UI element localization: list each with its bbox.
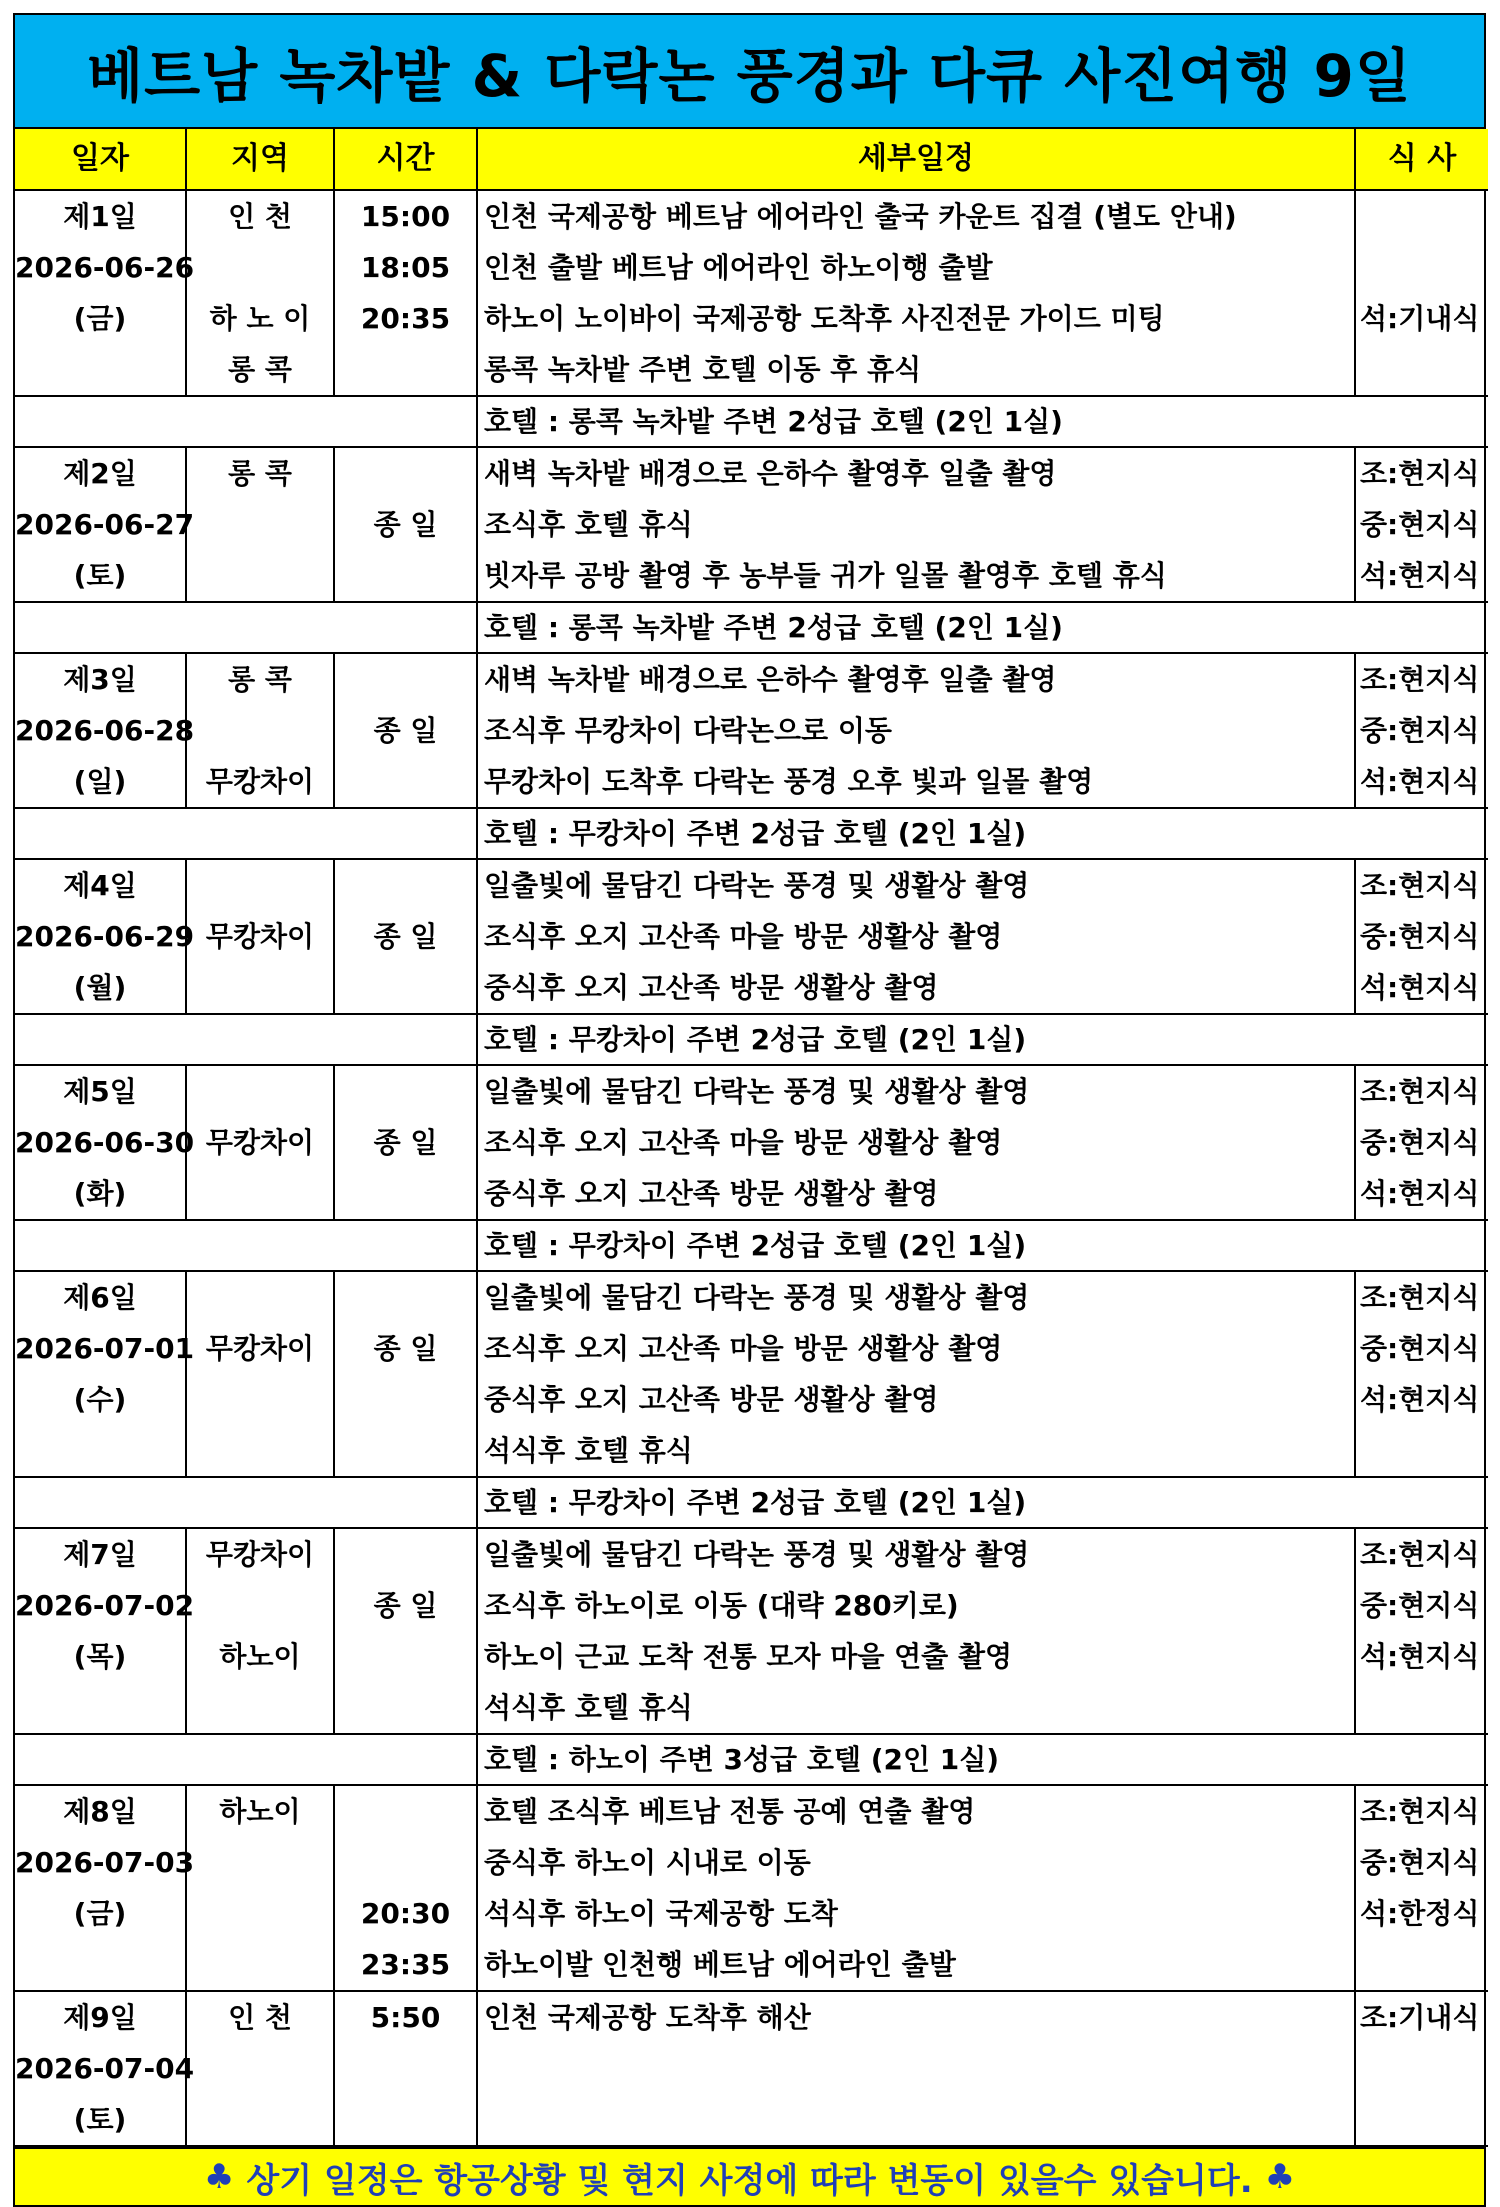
region-line: 롱 콕	[228, 353, 292, 386]
time-line: 18:05	[360, 251, 451, 284]
cell-region	[186, 1528, 334, 1734]
cell-time	[334, 1785, 477, 1991]
cell-detail	[477, 1065, 1355, 1220]
meal-line: 석:한정식	[1360, 1897, 1480, 1930]
meal-line: 석:현지식	[1360, 1640, 1480, 1673]
time-line	[335, 2094, 476, 2145]
time-line	[335, 962, 476, 1013]
day-line: (토)	[73, 559, 127, 592]
cell-region	[186, 447, 334, 602]
meal-line	[1360, 242, 1488, 293]
cell-detail	[477, 859, 1355, 1014]
day-row	[15, 1528, 1488, 1734]
cell-region	[186, 1991, 334, 2146]
region-line	[187, 1425, 333, 1476]
meal-line: 조:현지식	[1360, 869, 1480, 902]
meal-line: 조:현지식	[1360, 1538, 1480, 1571]
day-line: 2026-06-30	[15, 1126, 195, 1159]
day-line: 제9일	[63, 2001, 137, 2034]
region-line: 인 천	[228, 2001, 292, 2034]
page-title: 베트남 녹차밭 & 다락논 풍경과 다큐 사진여행 9일	[15, 15, 1484, 129]
time-line	[335, 1272, 476, 1323]
detail-line: 중식후 오지 고산족 방문 생활상 촬영	[484, 1177, 939, 1210]
day-line: 2026-07-03	[15, 1846, 195, 1879]
cell-day	[15, 653, 195, 808]
day-line: (일)	[73, 765, 127, 798]
meal-line: 중:현지식	[1360, 714, 1480, 747]
time-line: 종 일	[373, 714, 438, 747]
hotel-row-spacer	[15, 602, 477, 653]
time-line: 종 일	[373, 508, 438, 541]
time-line	[335, 1066, 476, 1117]
meal-line: 중:현지식	[1360, 1126, 1480, 1159]
hotel-info: 호텔 : 하노이 주변 3성급 호텔 (2인 1실)	[477, 1734, 1488, 1785]
header-region: 지역	[186, 129, 334, 190]
region-line: 롱 콕	[228, 457, 292, 490]
region-line	[187, 2094, 333, 2145]
cell-region	[186, 190, 334, 396]
time-line: 20:35	[360, 302, 451, 335]
cell-meal	[1355, 1785, 1488, 1991]
detail-line: 인천 출발 베트남 에어라인 하노이행 출발	[484, 251, 993, 284]
day-line: 제4일	[63, 869, 137, 902]
hotel-row	[15, 808, 1488, 859]
cell-detail	[477, 1991, 1355, 2146]
day-line: 2026-07-04	[15, 2052, 195, 2085]
day-line: 제2일	[63, 457, 137, 490]
day-row	[15, 859, 1488, 1014]
day-line	[15, 1939, 185, 1990]
time-line: 5:50	[370, 2001, 441, 2034]
region-line	[187, 1066, 333, 1117]
region-line: 하노이	[219, 1640, 301, 1673]
cell-detail	[477, 1785, 1355, 1991]
meal-line: 석:현지식	[1360, 559, 1480, 592]
cell-meal	[1355, 859, 1488, 1014]
region-line	[187, 1888, 333, 1939]
meal-line: 중:현지식	[1360, 1332, 1480, 1365]
day-row	[15, 1271, 1488, 1477]
cell-region	[186, 653, 334, 808]
meal-line: 중:현지식	[1360, 508, 1480, 541]
detail-line: 하노이 근교 도착 전통 모자 마을 연출 촬영	[484, 1640, 1013, 1673]
region-line	[187, 1374, 333, 1425]
detail-line: 호텔 조식후 베트남 전통 공예 연출 촬영	[484, 1795, 976, 1828]
meal-line	[1360, 2043, 1488, 2094]
day-row	[15, 190, 1488, 396]
day-line: 2026-06-28	[15, 714, 195, 747]
time-line: 종 일	[373, 920, 438, 953]
region-line	[187, 550, 333, 601]
detail-line: 조식후 호텔 휴식	[484, 508, 693, 541]
region-line	[187, 2043, 333, 2094]
header-meal: 식 사	[1355, 129, 1488, 190]
detail-line: 무캉차이 도착후 다락논 풍경 오후 빛과 일몰 촬영	[484, 765, 1094, 798]
meal-line: 석:현지식	[1360, 765, 1480, 798]
cell-detail	[477, 447, 1355, 602]
cell-meal	[1355, 1991, 1488, 2146]
time-line	[335, 654, 476, 705]
region-line: 롱 콕	[228, 663, 292, 696]
cell-detail	[477, 1271, 1355, 1477]
detail-line: 롱콕 녹차밭 주변 호텔 이동 후 휴식	[484, 353, 922, 386]
time-line	[335, 1168, 476, 1219]
time-line: 종 일	[373, 1126, 438, 1159]
day-line	[15, 1425, 185, 1476]
cell-meal	[1355, 447, 1488, 602]
detail-line: 일출빛에 물담긴 다락논 풍경 및 생활상 촬영	[484, 1538, 1030, 1571]
day-line: 2026-06-26	[15, 251, 195, 284]
time-line	[335, 1374, 476, 1425]
region-line: 무캉차이	[205, 1332, 315, 1365]
hotel-info: 호텔 : 무캉차이 주변 2성급 호텔 (2인 1실)	[477, 1477, 1488, 1528]
hotel-row	[15, 1477, 1488, 1528]
meal-line	[1360, 344, 1488, 395]
detail-line: 일출빛에 물담긴 다락논 풍경 및 생활상 촬영	[484, 869, 1030, 902]
day-line: (월)	[73, 971, 127, 1004]
meal-line: 중:현지식	[1360, 1846, 1480, 1879]
cell-region	[186, 1065, 334, 1220]
region-line	[187, 1168, 333, 1219]
cell-meal	[1355, 1271, 1488, 1477]
detail-line	[484, 2043, 1354, 2094]
day-line: (수)	[73, 1383, 127, 1416]
day-line	[15, 1682, 185, 1733]
cell-meal	[1355, 1065, 1488, 1220]
day-line: 제8일	[63, 1795, 137, 1828]
region-line	[187, 1939, 333, 1990]
cell-meal	[1355, 653, 1488, 808]
meal-line: 조:현지식	[1360, 1795, 1480, 1828]
cell-detail	[477, 190, 1355, 396]
time-line	[335, 550, 476, 601]
region-line	[187, 499, 333, 550]
detail-line: 중식후 하노이 시내로 이동	[484, 1846, 811, 1879]
day-line	[15, 344, 185, 395]
hotel-info: 호텔 : 롱콕 녹차밭 주변 2성급 호텔 (2인 1실)	[477, 602, 1488, 653]
cell-detail	[477, 1528, 1355, 1734]
cell-day	[15, 1785, 195, 1991]
hotel-row-spacer	[15, 808, 477, 859]
hotel-row	[15, 1734, 1488, 1785]
day-row	[15, 1785, 1488, 1991]
region-line: 무캉차이	[205, 1126, 315, 1159]
time-line	[335, 860, 476, 911]
meal-line: 석:현지식	[1360, 1177, 1480, 1210]
detail-line: 일출빛에 물담긴 다락논 풍경 및 생활상 촬영	[484, 1075, 1030, 1108]
cell-time	[334, 1991, 477, 2146]
hotel-info: 호텔 : 무캉차이 주변 2성급 호텔 (2인 1실)	[477, 1014, 1488, 1065]
cell-time	[334, 190, 477, 396]
hotel-row	[15, 1220, 1488, 1271]
header-day: 일자	[15, 129, 186, 190]
club-icon: ♣	[1264, 2157, 1296, 2197]
time-line	[335, 1682, 476, 1733]
detail-line: 새벽 녹차밭 배경으로 은하수 촬영후 일출 촬영	[484, 663, 1057, 696]
time-line	[335, 344, 476, 395]
detail-line: 인천 국제공항 베트남 에어라인 출국 카운트 집결 (별도 안내)	[484, 200, 1237, 233]
cell-time	[334, 447, 477, 602]
header-detail: 세부일정	[477, 129, 1355, 190]
meal-line	[1360, 2094, 1488, 2145]
region-line: 하노이	[219, 1795, 301, 1828]
hotel-row	[15, 602, 1488, 653]
region-line: 하 노 이	[209, 302, 311, 335]
day-line: (금)	[73, 1897, 127, 1930]
itinerary-sheet	[13, 13, 1486, 2207]
meal-line: 중:현지식	[1360, 920, 1480, 953]
region-line	[187, 1580, 333, 1631]
detail-line: 새벽 녹차밭 배경으로 은하수 촬영후 일출 촬영	[484, 457, 1057, 490]
meal-line	[1360, 1682, 1488, 1733]
hotel-info: 호텔 : 무캉차이 주변 2성급 호텔 (2인 1실)	[477, 808, 1488, 859]
club-icon: ♣	[203, 2157, 235, 2197]
detail-line: 석식후 하노이 국제공항 도착	[484, 1897, 838, 1930]
detail-line: 하노이발 인천행 베트남 에어라인 출발	[484, 1948, 956, 1981]
hotel-row-spacer	[15, 1220, 477, 1271]
time-line	[335, 2043, 476, 2094]
cell-detail	[477, 653, 1355, 808]
time-line	[335, 1631, 476, 1682]
meal-line: 조:현지식	[1360, 1075, 1480, 1108]
region-line	[187, 242, 333, 293]
hotel-row-spacer	[15, 396, 477, 447]
region-line	[187, 1682, 333, 1733]
hotel-row-spacer	[15, 1477, 477, 1528]
cell-day	[15, 190, 195, 396]
time-line: 20:30	[360, 1897, 451, 1930]
hotel-row	[15, 396, 1488, 447]
cell-time	[334, 653, 477, 808]
time-line	[335, 1837, 476, 1888]
region-line	[187, 962, 333, 1013]
meal-line: 중:현지식	[1360, 1589, 1480, 1622]
day-line: 2026-07-01	[15, 1332, 195, 1365]
day-line: (화)	[73, 1177, 127, 1210]
cell-time	[334, 1065, 477, 1220]
day-line: 제7일	[63, 1538, 137, 1571]
detail-line: 중식후 오지 고산족 방문 생활상 촬영	[484, 1383, 939, 1416]
header-time: 시간	[334, 129, 477, 190]
time-line	[335, 1529, 476, 1580]
itinerary-table	[15, 129, 1488, 2147]
day-line: 제3일	[63, 663, 137, 696]
time-line: 종 일	[373, 1589, 438, 1622]
table-header-row	[15, 129, 1488, 190]
cell-day	[15, 1065, 195, 1220]
cell-time	[334, 859, 477, 1014]
meal-line: 석:현지식	[1360, 1383, 1480, 1416]
meal-line: 조:현지식	[1360, 457, 1480, 490]
region-line: 무캉차이	[205, 1538, 315, 1571]
day-line: (목)	[73, 1640, 127, 1673]
day-line: (금)	[73, 302, 127, 335]
day-line: 제5일	[63, 1075, 137, 1108]
time-line	[335, 756, 476, 807]
time-line: 15:00	[360, 200, 451, 233]
notice-footer	[15, 2147, 1484, 2205]
detail-line: 빗자루 공방 촬영 후 농부들 귀가 일몰 촬영후 호텔 휴식	[484, 559, 1167, 592]
detail-line: 조식후 오지 고산족 마을 방문 생활상 촬영	[484, 920, 1003, 953]
time-line: 23:35	[360, 1948, 451, 1981]
detail-line: 중식후 오지 고산족 방문 생활상 촬영	[484, 971, 939, 1004]
region-line	[187, 705, 333, 756]
day-line: 제6일	[63, 1281, 137, 1314]
meal-line: 석:현지식	[1360, 971, 1480, 1004]
time-line	[335, 1786, 476, 1837]
time-line	[335, 448, 476, 499]
day-row	[15, 653, 1488, 808]
time-line: 종 일	[373, 1332, 438, 1365]
day-row	[15, 447, 1488, 602]
region-line: 무캉차이	[205, 920, 315, 953]
detail-line: 석식후 호텔 휴식	[484, 1691, 693, 1724]
detail-line: 조식후 무캉차이 다락논으로 이동	[484, 714, 892, 747]
region-line: 무캉차이	[205, 765, 315, 798]
time-line	[335, 1425, 476, 1476]
region-line: 인 천	[228, 200, 292, 233]
meal-line: 조:기내식	[1360, 2001, 1480, 2034]
notice-text: 상기 일정은 항공상황 및 현지 사정에 따라 변동이 있을수 있습니다.	[246, 2160, 1253, 2201]
hotel-info: 호텔 : 롱콕 녹차밭 주변 2성급 호텔 (2인 1실)	[477, 396, 1488, 447]
detail-line: 석식후 호텔 휴식	[484, 1434, 693, 1467]
meal-line	[1360, 1425, 1488, 1476]
cell-region	[186, 1271, 334, 1477]
meal-line: 석:기내식	[1360, 302, 1480, 335]
hotel-row-spacer	[15, 1014, 477, 1065]
day-line: 2026-07-02	[15, 1589, 195, 1622]
day-line: 제1일	[63, 200, 137, 233]
day-row	[15, 1991, 1488, 2146]
cell-day	[15, 1991, 195, 2146]
detail-line: 하노이 노이바이 국제공항 도착후 사진전문 가이드 미팅	[484, 302, 1165, 335]
cell-meal	[1355, 1528, 1488, 1734]
region-line	[187, 1272, 333, 1323]
region-line	[187, 860, 333, 911]
meal-line	[1360, 1939, 1488, 1990]
region-line	[187, 1837, 333, 1888]
meal-line	[1360, 191, 1488, 242]
cell-day	[15, 447, 195, 602]
cell-day	[15, 1528, 195, 1734]
itinerary-body	[15, 190, 1488, 2146]
detail-line: 조식후 오지 고산족 마을 방문 생활상 촬영	[484, 1332, 1003, 1365]
day-line: 2026-06-27	[15, 508, 195, 541]
meal-line: 조:현지식	[1360, 663, 1480, 696]
day-line: 2026-06-29	[15, 920, 195, 953]
meal-line: 조:현지식	[1360, 1281, 1480, 1314]
cell-time	[334, 1528, 477, 1734]
detail-line: 일출빛에 물담긴 다락논 풍경 및 생활상 촬영	[484, 1281, 1030, 1314]
detail-line: 인천 국제공항 도착후 해산	[484, 2001, 811, 2034]
hotel-row-spacer	[15, 1734, 477, 1785]
cell-day	[15, 1271, 195, 1477]
day-line: (토)	[73, 2103, 127, 2136]
cell-meal	[1355, 190, 1488, 396]
detail-line: 조식후 하노이로 이동 (대략 280키로)	[484, 1589, 959, 1622]
detail-line: 조식후 오지 고산족 마을 방문 생활상 촬영	[484, 1126, 1003, 1159]
detail-line	[484, 2094, 1354, 2145]
day-row	[15, 1065, 1488, 1220]
hotel-row	[15, 1014, 1488, 1065]
cell-region	[186, 859, 334, 1014]
cell-day	[15, 859, 195, 1014]
cell-time	[334, 1271, 477, 1477]
hotel-info: 호텔 : 무캉차이 주변 2성급 호텔 (2인 1실)	[477, 1220, 1488, 1271]
cell-region	[186, 1785, 334, 1991]
